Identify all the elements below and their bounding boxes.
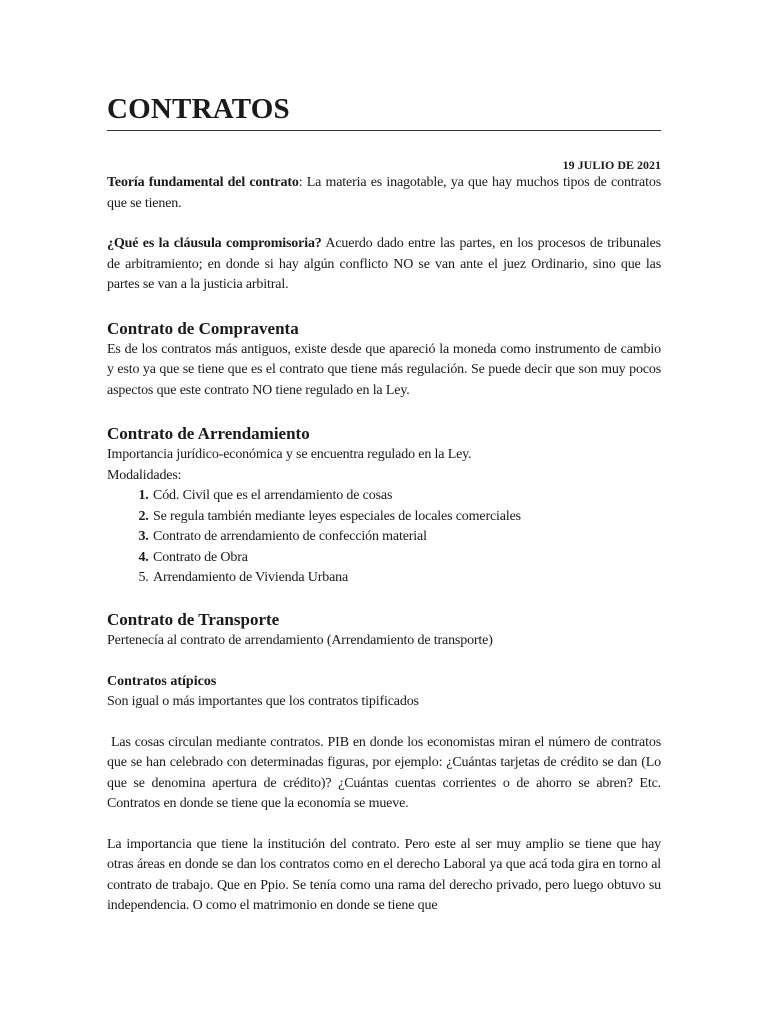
modalidades-list <box>107 486 661 589</box>
list-item: 5. Arrendamiento de Vivienda Urbana <box>152 568 661 589</box>
teoria-label: Teoría fundamental del contrato <box>107 175 299 190</box>
heading-atipicos: Contratos atípicos <box>107 674 217 690</box>
heading-transporte: Contrato de Transporte <box>107 609 280 629</box>
arrendamiento-line-2: Modalidades: <box>107 467 182 483</box>
list-item: 3. Contrato de arrendamiento de confección material <box>152 527 661 548</box>
paragraph-compraventa: Es de los contratos más antiguos, existe desde que apareció la moneda como instrumento de cambio y esto ya que se tiene que es el contrato que tiene más regulación. Se puede decir que son muy pocos aspectos que este contrato NO tiene regulado en la Ley. <box>107 341 661 398</box>
list-item: 1. Cód. Civil que es el arrendamiento de cosas <box>152 486 661 507</box>
clausula-text: Acuerdo dado entre las partes, en los procesos de tribunales de arbitramiento; en donde si hay algún conflicto NO se van ante el juez Ordinario, sino que las partes se van a la justicia arbitral. <box>107 236 661 292</box>
heading-compraventa: Contrato de Compraventa <box>107 318 299 338</box>
clausula-label: ¿Qué es la cláusula compromisoria? <box>107 236 322 251</box>
document-date: 19 JULIO DE 2021 <box>562 158 661 172</box>
document-title: CONTRATOS <box>107 92 661 131</box>
arrendamiento-line-1: Importancia jurídico-económica y se encuentra regulado en la Ley. <box>107 447 472 462</box>
paragraph-teoria <box>107 173 661 214</box>
paragraph-transporte: Pertenecía al contrato de arrendamiento (Arrendamiento de transporte) <box>107 632 493 648</box>
paragraph-clausula <box>107 234 661 296</box>
paragraph-importancia: La importancia que tiene la institución del contrato. Pero este al ser muy amplio se tiene que hay otras áreas en donde se dan los contratos como en el derecho Laboral ya que acá toda gira en torno al contrato de trabajo. Que en Ppio. Se tenía como una rama del derecho privado, pero luego obtuvo su independencia. O como el matrimonio en donde se tiene que <box>107 836 661 914</box>
list-item: 4. Contrato de Obra <box>152 548 661 569</box>
paragraph-economia: Las cosas circulan mediante contratos. PIB en donde los economistas miran el número de contratos que se han celebrado con determinadas figuras, por ejemplo: ¿Cuántas tarjetas de crédito se dan (Lo que se denomina apertura de crédito)? ¿Cuántas cuentas corrientes o de ahorro se abren? Etc. Contratos en donde se tiene que la economía se mueve. <box>107 734 665 812</box>
list-item: 2. Se regula también mediante leyes especiales de locales comerciales <box>152 507 661 528</box>
heading-arrendamiento: Contrato de Arrendamiento <box>107 424 310 443</box>
document-content <box>107 92 665 917</box>
paragraph-atipicos: Son igual o más importantes que los contratos tipificados <box>107 694 419 710</box>
teoria-text: : La materia es inagotable, ya que hay muchos tipos de contratos que se tienen. <box>107 175 661 211</box>
